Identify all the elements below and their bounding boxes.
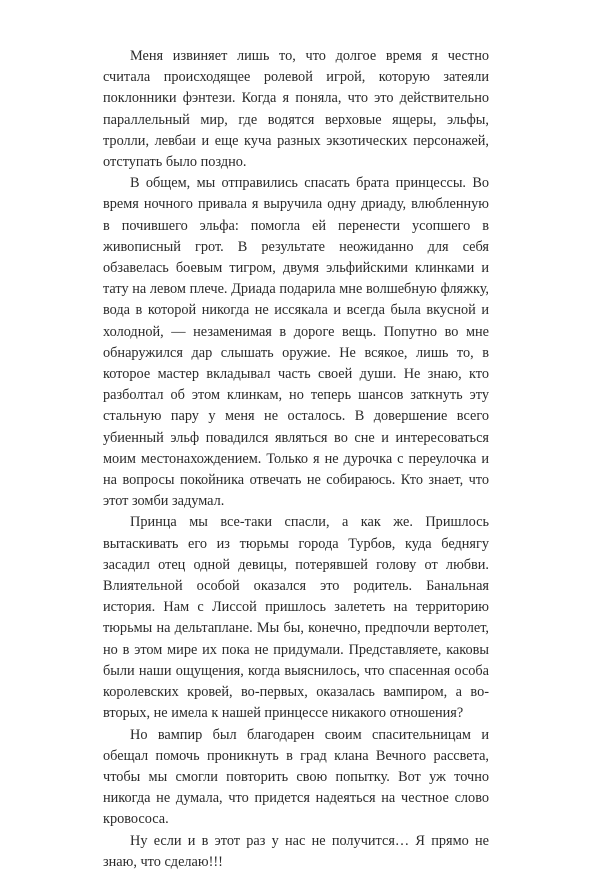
paragraph-1: Меня извиняет лишь то, что долгое время я честно считала происходящее ролевой игрой, которую затеяли поклонники фэнтези. Когда я поняла, что это действительно параллельный мир, где водятся верховые ящеры, эльфы, тролли, левбаи и еще куча разных экзотических персонажей, отступать было поздно. (103, 48, 489, 171)
paragraph-2: В общем, мы отправились спасать брата принцессы. Во время ночного привала я выручила одну дриаду, влюбленную в почившего эльфа: помогла ей перенести усопшего в живописный грот. В результате неожиданно для себя обзавелась боевым тигром, двумя эльфийскими клинками и тату на левом плече. Дриада подарила мне волшебную фляжку, вода в которой никогда не иссякала и всегда была вкусной и холодной, — незаменимая в дороге вещь. Попутно во мне обнаружился дар слышать оружие. Не всякое, лишь то, в которое мастер вкладывал часть своей души. Не знаю, кто разболтал об этом клинкам, но теперь шансов заткнуть эту стальную пару у меня не осталось. В довершение всего убиенный эльф повадился являться во сне и интересоваться моим местонахождением. Только я не дурочка с переулочка и на вопросы покойника отвечать не собираюсь. Кто знает, что этот зомби задумал. (103, 175, 489, 510)
paragraph-5: Ну если и в этот раз у нас не получится… Я прямо не знаю, что сделаю!!! (103, 832, 489, 870)
paragraph-3: Принца мы все-таки спасли, а как же. Пришлось вытаскивать его из тюрьмы города Турбов, куда беднягу засадил отец одной девицы, потерявшей голову от любви. Влиятельной особой оказался это родитель. Банальная история. Нам с Лиссой пришлось залететь на территорию тюрьмы на дельтаплане. Мы бы, конечно, предпочли вертолет, но в этом мире их пока не придумали. Представляете, каковы были наши ощущения, когда выяснилось, что спасенная особа королевских кровей, во-первых, оказалась вампиром, а во-вторых, не имела к нашей принцессе никакого отношения? (103, 514, 489, 722)
body-text (103, 46, 489, 873)
paragraph-4: Но вампир был благодарен своим спасительницам и обещал помочь проникнуть в град клана Вечного рассвета, чтобы мы смогли повторить свою попытку. Вот уж точно никогда не думала, что придется надеяться на честное слово кровососа. (103, 726, 489, 828)
